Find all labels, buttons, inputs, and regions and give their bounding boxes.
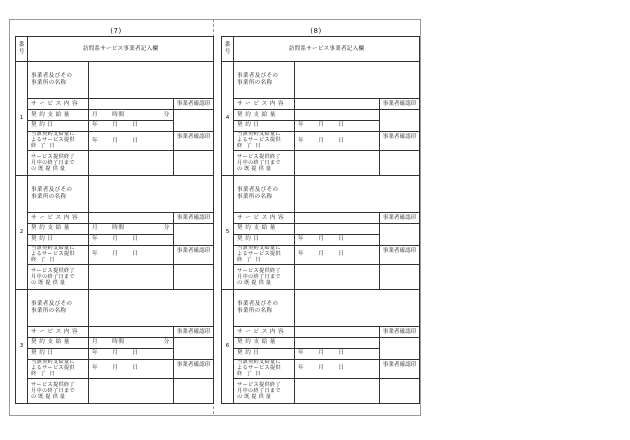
- stamp-label: 事業者確認印: [174, 359, 214, 378]
- end-date-label: [234, 359, 295, 378]
- year-unit: 年: [92, 137, 99, 144]
- year-unit: 年: [298, 137, 305, 144]
- service-content-label: サービス内容: [28, 212, 89, 223]
- contract-date-field[interactable]: [89, 120, 174, 131]
- entry-row: [222, 245, 420, 264]
- month-unit: 月: [318, 137, 325, 144]
- provider-name-label: [234, 289, 295, 326]
- used-amount-field[interactable]: [295, 378, 380, 403]
- provider-name-label: [28, 289, 89, 326]
- entry-index: 5: [222, 175, 234, 289]
- provider-name-line1: 事業者及びその: [237, 187, 279, 194]
- section-title: 訪問系サービス事業者記入欄: [28, 37, 214, 62]
- used-amount-field[interactable]: [295, 150, 380, 175]
- service-content-field[interactable]: [295, 99, 380, 110]
- service-content-label: サービス内容: [28, 326, 89, 337]
- contract-date-field[interactable]: [295, 120, 380, 131]
- stamp-box[interactable]: [380, 223, 420, 245]
- month-unit: 月: [318, 365, 325, 372]
- end-date-label: [28, 245, 89, 264]
- entry-row: [222, 326, 420, 337]
- used-amount-label: [234, 264, 295, 289]
- entry-row: [222, 264, 420, 289]
- end-date-field[interactable]: [295, 131, 380, 150]
- minutes-unit: 分: [163, 111, 170, 118]
- stamp-label: 事業者確認印: [380, 99, 420, 110]
- service-content-label: サービス内容: [234, 212, 295, 223]
- day-unit: 日: [338, 251, 345, 258]
- end-line1: 当該契約支給量に: [31, 131, 75, 138]
- provider-name-line1: 事業者及びその: [31, 301, 73, 308]
- used-amount-field[interactable]: [89, 150, 174, 175]
- provider-name-line2: 事業所の名称: [237, 193, 273, 200]
- year-unit: 年: [92, 365, 99, 372]
- index-header: [16, 37, 28, 62]
- contract-amount-label: 契約支給量: [234, 109, 295, 120]
- month-unit: 月: [318, 251, 325, 258]
- month-unit: 月: [112, 122, 119, 129]
- stamp-box[interactable]: [174, 109, 214, 131]
- hours-unit: 時間: [112, 111, 125, 118]
- entry-row: [16, 62, 214, 88]
- end-date-field[interactable]: [89, 245, 174, 264]
- service-content-field[interactable]: [89, 99, 174, 110]
- month-unit: 月: [112, 251, 119, 258]
- contract-amount-label: 契約支給量: [28, 223, 89, 234]
- hours-unit: 時間: [112, 225, 125, 232]
- month-unit: 月: [318, 122, 325, 129]
- used-line2: 月中の終了日まで: [31, 273, 75, 280]
- service-record-table-left: [15, 36, 214, 404]
- entry-row: [222, 289, 420, 315]
- end-line3: 終了日: [31, 142, 59, 149]
- month-unit: 月: [92, 339, 99, 346]
- provider-name-line2: 事業所の名称: [237, 307, 273, 314]
- entry-row: [16, 150, 214, 175]
- used-line3: の既提供量: [237, 165, 273, 172]
- entry-index: 1: [16, 62, 28, 176]
- used-amount-label: [28, 150, 89, 175]
- year-unit: 年: [298, 365, 305, 372]
- year-unit: 年: [92, 236, 99, 243]
- stamp-box[interactable]: [380, 264, 420, 289]
- contract-amount-label: 契約支給量: [234, 337, 295, 348]
- end-line2: よるサービス提供: [31, 250, 75, 257]
- entry-row: [16, 337, 214, 348]
- provider-name-line2: 事業所の名称: [31, 80, 67, 86]
- end-line3: 終了日: [237, 142, 265, 149]
- used-amount-label: [28, 378, 89, 403]
- provider-name-line1: 事業者及びその: [237, 73, 279, 80]
- stamp-label: 事業者確認印: [174, 131, 214, 150]
- entry-row: [16, 99, 214, 110]
- day-unit: 日: [132, 236, 139, 243]
- used-line1: サービス提供終了: [237, 381, 281, 388]
- end-date-label: [28, 131, 89, 150]
- end-line2: よるサービス提供: [237, 137, 281, 143]
- used-line2: 月中の終了日まで: [31, 387, 75, 394]
- entry-row: [16, 109, 214, 120]
- day-unit: 日: [132, 251, 139, 258]
- provider-name-label: [28, 175, 89, 212]
- stamp-box[interactable]: [380, 109, 420, 131]
- service-content-field[interactable]: [295, 212, 380, 223]
- provider-name-label: [234, 62, 295, 99]
- index-header-bottom: 号: [224, 49, 231, 55]
- month-unit: 月: [112, 365, 119, 372]
- page-number-right: (8): [310, 27, 322, 35]
- end-date-field[interactable]: [89, 359, 174, 378]
- contract-amount-field[interactable]: [89, 109, 174, 120]
- contract-amount-label: 契約支給量: [234, 223, 295, 234]
- used-line3: の既提供量: [31, 165, 67, 172]
- entry-row: [222, 223, 420, 234]
- year-unit: 年: [92, 251, 99, 258]
- provider-name-line2: 事業所の名称: [31, 193, 67, 200]
- stamp-label: 事業者確認印: [174, 99, 214, 110]
- end-line2: よるサービス提供: [237, 250, 281, 257]
- provider-name-label: [234, 175, 295, 212]
- page-number-left: (7): [110, 27, 122, 35]
- provider-name-field[interactable]: [89, 62, 214, 99]
- service-content-field[interactable]: [89, 212, 174, 223]
- provider-name-line2: 事業所の名称: [31, 307, 67, 314]
- end-date-field[interactable]: [295, 359, 380, 378]
- end-line1: 当該契約支給量に: [31, 359, 75, 366]
- end-date-label: [28, 359, 89, 378]
- end-line1: 当該契約支給量に: [31, 245, 75, 252]
- entry-index: 4: [222, 62, 234, 176]
- day-unit: 日: [132, 122, 139, 129]
- service-record-table-right: [221, 36, 420, 404]
- year-unit: 年: [298, 236, 305, 243]
- year-unit: 年: [92, 122, 99, 129]
- contract-amount-field[interactable]: [295, 337, 380, 348]
- contract-amount-field[interactable]: [295, 223, 380, 234]
- day-unit: 日: [338, 365, 345, 372]
- stamp-label: 事業者確認印: [174, 245, 214, 264]
- index-header-top: 番: [18, 42, 25, 49]
- month-unit: 月: [92, 225, 99, 232]
- entry-row: [222, 131, 420, 150]
- section-title: 訪問系サービス事業者記入欄: [234, 37, 420, 62]
- end-line2: よるサービス提供: [237, 364, 281, 371]
- used-amount-field[interactable]: [295, 264, 380, 289]
- used-line1: サービス提供終了: [31, 381, 75, 388]
- end-date-label: [234, 131, 295, 150]
- used-amount-field[interactable]: [89, 378, 174, 403]
- day-unit: 日: [132, 137, 139, 144]
- day-unit: 日: [132, 350, 139, 357]
- end-line2: よるサービス提供: [31, 364, 75, 371]
- provider-name-line2: 事業所の名称: [237, 80, 273, 86]
- used-amount-label: [234, 378, 295, 403]
- month-unit: 月: [92, 111, 99, 118]
- stamp-box[interactable]: [174, 150, 214, 175]
- entry-row: [222, 62, 420, 88]
- contract-date-label: 契約日: [234, 234, 295, 245]
- end-line3: 終了日: [31, 370, 59, 377]
- stamp-box[interactable]: [380, 150, 420, 175]
- used-line2: 月中の終了日まで: [31, 159, 75, 166]
- entry-row: [222, 175, 420, 201]
- provider-name-field[interactable]: [295, 289, 420, 326]
- entry-row: [16, 289, 214, 315]
- provider-name-field[interactable]: [89, 175, 214, 212]
- used-amount-field[interactable]: [89, 264, 174, 289]
- service-content-field[interactable]: [89, 326, 174, 337]
- contract-amount-label: 契約支給量: [28, 337, 89, 348]
- end-date-field[interactable]: [295, 245, 380, 264]
- entry-row: [16, 326, 214, 337]
- stamp-box[interactable]: [380, 378, 420, 403]
- hours-unit: 時間: [112, 339, 125, 346]
- provider-name-field[interactable]: [295, 62, 420, 99]
- stamp-label: 事業者確認印: [174, 326, 214, 337]
- contract-date-label: 契約日: [28, 234, 89, 245]
- contract-amount-label: 契約支給量: [28, 109, 89, 120]
- end-line3: 終了日: [237, 256, 265, 263]
- year-unit: 年: [298, 251, 305, 258]
- year-unit: 年: [298, 122, 305, 129]
- used-line1: サービス提供終了: [237, 153, 281, 160]
- service-content-label: サービス内容: [234, 99, 295, 110]
- index-header: [222, 37, 234, 62]
- contract-date-field[interactable]: [89, 348, 174, 359]
- stamp-label: 事業者確認印: [380, 212, 420, 223]
- end-date-field[interactable]: [89, 131, 174, 150]
- contract-date-label: 契約日: [28, 348, 89, 359]
- used-line2: 月中の終了日まで: [237, 273, 281, 280]
- used-line2: 月中の終了日まで: [237, 387, 281, 394]
- contract-date-label: 契約日: [234, 120, 295, 131]
- contract-amount-field[interactable]: [295, 109, 380, 120]
- entry-row: [16, 245, 214, 264]
- day-unit: 日: [338, 122, 345, 129]
- used-line1: サービス提供終了: [31, 267, 75, 274]
- day-unit: 日: [338, 137, 345, 144]
- stamp-box[interactable]: [174, 337, 214, 359]
- used-line3: の既提供量: [237, 279, 273, 286]
- provider-name-line1: 事業者及びその: [31, 73, 73, 80]
- stamp-box[interactable]: [174, 264, 214, 289]
- end-date-label: [234, 245, 295, 264]
- provider-name-line1: 事業者及びその: [31, 187, 73, 194]
- used-line3: の既提供量: [237, 393, 273, 400]
- contract-amount-field[interactable]: [89, 223, 174, 234]
- entry-row: [16, 212, 214, 223]
- service-content-label: サービス内容: [234, 326, 295, 337]
- entry-row: [16, 378, 214, 403]
- entry-row: [16, 131, 214, 150]
- month-unit: 月: [112, 350, 119, 357]
- entry-row: [222, 337, 420, 348]
- entry-row: [222, 212, 420, 223]
- month-unit: 月: [112, 236, 119, 243]
- index-header-bottom: 号: [18, 49, 25, 55]
- entry-row: [222, 150, 420, 175]
- used-amount-label: [234, 150, 295, 175]
- day-unit: 日: [338, 350, 345, 357]
- used-line3: の既提供量: [31, 279, 67, 286]
- stamp-box[interactable]: [380, 337, 420, 359]
- entry-row: [222, 99, 420, 110]
- entry-index: 2: [16, 175, 28, 289]
- stamp-label: 事業者確認印: [380, 359, 420, 378]
- used-line1: サービス提供終了: [237, 267, 281, 274]
- service-content-label: サービス内容: [28, 99, 89, 110]
- contract-amount-field[interactable]: [89, 337, 174, 348]
- stamp-box[interactable]: [174, 378, 214, 403]
- entry-row: [222, 109, 420, 120]
- stamp-label: 事業者確認印: [174, 212, 214, 223]
- entry-row: [16, 223, 214, 234]
- end-line1: 当該契約支給量に: [237, 245, 281, 252]
- month-unit: 月: [112, 137, 119, 144]
- used-line1: サービス提供終了: [31, 153, 75, 160]
- used-line3: の既提供量: [31, 393, 67, 400]
- stamp-label: 事業者確認印: [380, 131, 420, 150]
- day-unit: 日: [338, 236, 345, 243]
- service-content-field[interactable]: [295, 326, 380, 337]
- end-line1: 当該契約支給量に: [237, 131, 281, 138]
- contract-date-field[interactable]: [295, 234, 380, 245]
- provider-name-field[interactable]: [295, 175, 420, 212]
- used-amount-label: [28, 264, 89, 289]
- end-line3: 終了日: [31, 256, 59, 263]
- month-unit: 月: [318, 350, 325, 357]
- entry-index: 6: [222, 289, 234, 403]
- contract-date-label: 契約日: [28, 120, 89, 131]
- stamp-box[interactable]: [174, 223, 214, 245]
- end-line1: 当該契約支給量に: [237, 359, 281, 366]
- entry-index: 3: [16, 289, 28, 403]
- provider-name-label: [28, 62, 89, 99]
- provider-name-line1: 事業者及びその: [237, 301, 279, 308]
- entry-row: [222, 378, 420, 403]
- month-unit: 月: [318, 236, 325, 243]
- minutes-unit: 分: [163, 339, 170, 346]
- year-unit: 年: [92, 350, 99, 357]
- provider-name-field[interactable]: [89, 289, 214, 326]
- day-unit: 日: [132, 365, 139, 372]
- minutes-unit: 分: [163, 225, 170, 232]
- stamp-label: 事業者確認印: [380, 326, 420, 337]
- year-unit: 年: [298, 350, 305, 357]
- entry-row: [222, 359, 420, 378]
- contract-date-field[interactable]: [295, 348, 380, 359]
- index-header-top: 番: [224, 42, 231, 49]
- entry-row: [16, 264, 214, 289]
- contract-date-field[interactable]: [89, 234, 174, 245]
- contract-date-label: 契約日: [234, 348, 295, 359]
- used-line2: 月中の終了日まで: [237, 159, 281, 166]
- end-line2: よるサービス提供: [31, 137, 75, 143]
- entry-row: [16, 175, 214, 201]
- end-line3: 終了日: [237, 370, 265, 377]
- entry-row: [16, 359, 214, 378]
- stamp-label: 事業者確認印: [380, 245, 420, 264]
